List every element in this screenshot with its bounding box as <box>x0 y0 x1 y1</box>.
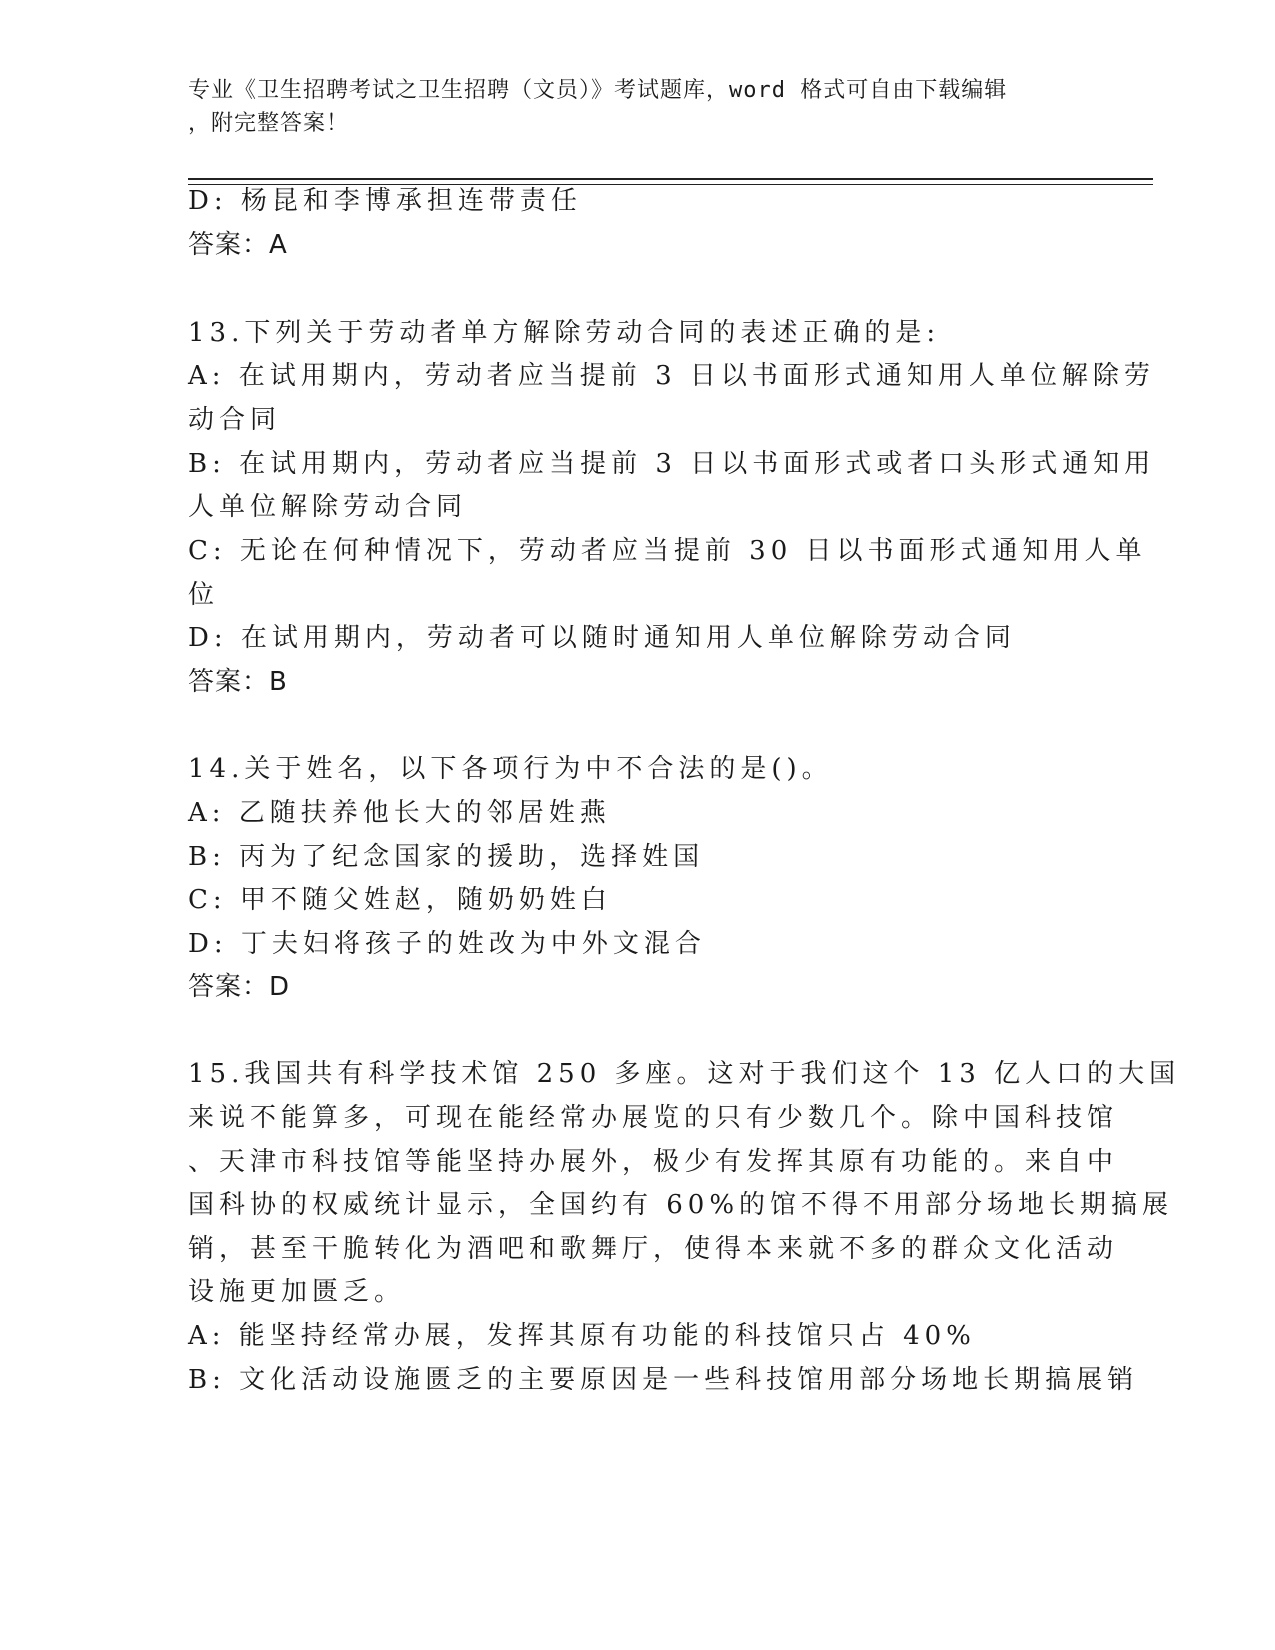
q13-stem: 13.下列关于劳动者单方解除劳动合同的表述正确的是: <box>188 318 941 348</box>
q13-option-c-line1: C: 无论在何种情况下，劳动者应当提前 30 日以书面形式通知用人单 <box>188 536 1147 566</box>
document-header <box>188 74 1088 140</box>
q13-option-c-line2: 位 <box>188 580 220 610</box>
prev-option-d: D: 杨昆和李博承担连带责任 <box>188 186 582 216</box>
q15-option-a: A: 能坚持经常办展，发挥其原有功能的科技馆只占 40% <box>188 1321 976 1351</box>
q13-option-a-line1: A: 在试用期内，劳动者应当提前 3 日以书面形式通知用人单位解除劳 <box>188 361 1155 391</box>
q14-option-b: B: 丙为了纪念国家的援助，选择姓国 <box>188 842 705 872</box>
q15-stem-line1: 15.我国共有科学技术馆 250 多座。这对于我们这个 13 亿人口的大国 <box>188 1059 1181 1089</box>
q14-option-d: D: 丁夫妇将孩子的姓改为中外文混合 <box>188 929 706 959</box>
header-rule-thick <box>188 178 1153 180</box>
header-line-1: 专业《卫生招聘考试之卫生招聘（文员）》考试题库，word 格式可自由下载编辑 <box>188 78 1008 103</box>
q15-stem-line3: 、天津市科技馆等能坚持办展外，极少有发挥其原有功能的。来自中 <box>188 1147 1119 1177</box>
q13-option-a-line2: 动合同 <box>188 405 282 435</box>
q15-stem-line4: 国科协的权威统计显示，全国约有 60%的馆不得不用部分场地长期搞展 <box>188 1190 1174 1220</box>
q15-stem-line6: 设施更加匮乏。 <box>188 1277 406 1307</box>
prev-answer: 答案：A <box>188 230 288 260</box>
q13-option-d: D: 在试用期内，劳动者可以随时通知用人单位解除劳动合同 <box>188 623 1016 653</box>
q14-answer: 答案：D <box>188 972 291 1002</box>
q14-option-c: C: 甲不随父姓赵，随奶奶姓白 <box>188 885 612 915</box>
q13-option-b-line1: B: 在试用期内，劳动者应当提前 3 日以书面形式或者口头形式通知用 <box>188 449 1156 479</box>
q13-option-b-line2: 人单位解除劳动合同 <box>188 492 468 522</box>
header-line-2: ，附完整答案！ <box>188 111 350 136</box>
q13-answer: 答案：B <box>188 667 288 697</box>
q14-stem: 14.关于姓名，以下各项行为中不合法的是()。 <box>188 754 833 784</box>
q15-stem-line2: 来说不能算多，可现在能经常办展览的只有少数几个。除中国科技馆 <box>188 1103 1119 1133</box>
q15-option-b: B: 文化活动设施匮乏的主要原因是一些科技馆用部分场地长期搞展销 <box>188 1365 1139 1395</box>
q15-stem-line5: 销，甚至干脆转化为酒吧和歌舞厅，使得本来就不多的群众文化活动 <box>188 1234 1119 1264</box>
q14-option-a: A: 乙随扶养他长大的邻居姓燕 <box>188 798 611 828</box>
